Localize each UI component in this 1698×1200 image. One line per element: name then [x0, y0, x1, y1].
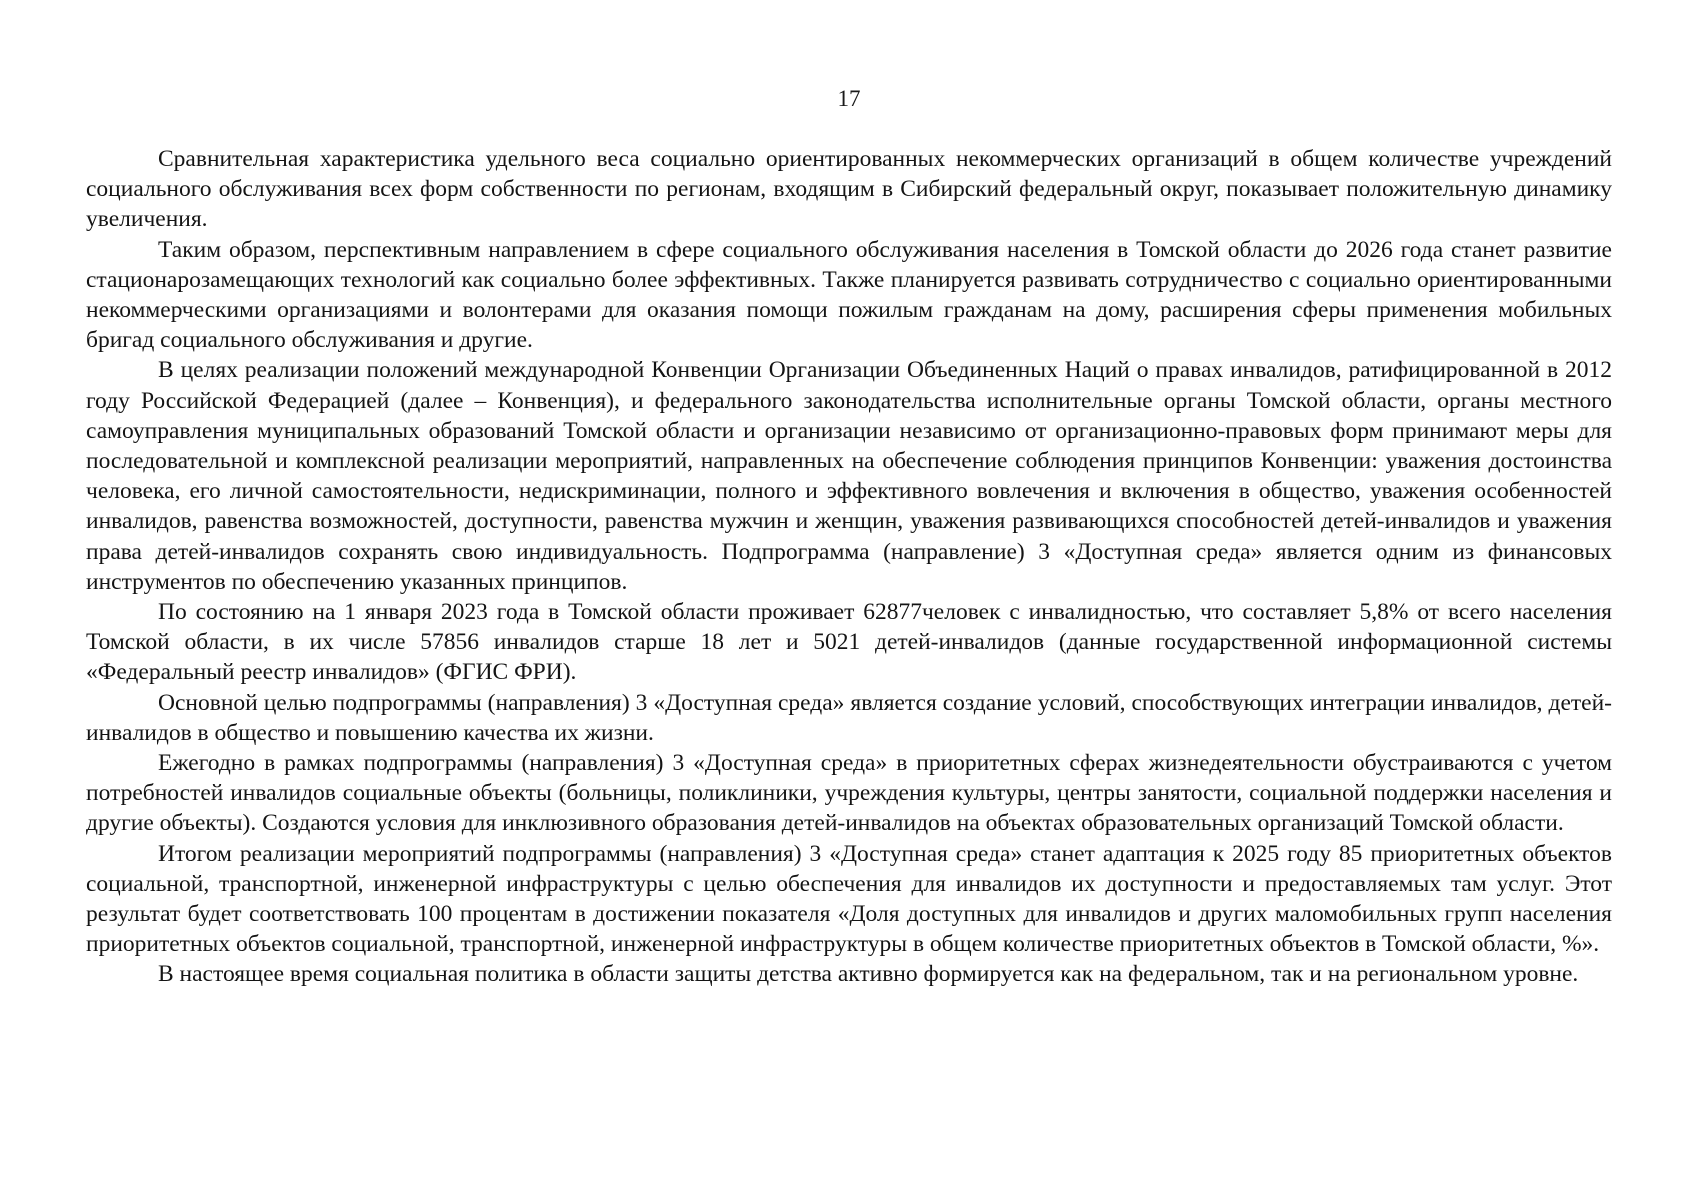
paragraph-subprogram-goal: Основной целью подпрограммы (направления) 3 «Доступная среда» является создание условий, способствующих интеграции инвалидов, детей-инвалидов в общество и повышению качества их жизни.: [86, 689, 1612, 746]
page-number: 17: [837, 86, 861, 111]
paragraph-sonko-comparison: Сравнительная характеристика удельного веса социально ориентированных некоммерческих организаций в общем количестве учреждений социального обслуживания всех форм собственности по регионам, входящим в Сибирский федеральный округ, показывает положительную динамику увеличения.: [86, 146, 1612, 233]
paragraph-expected-results: Итогом реализации мероприятий подпрограммы (направления) 3 «Доступная среда» станет адаптация к 2025 году 85 приоритетных объектов социальной, транспортной, инженерной инфраструктуры с целью обеспечения для инвалидов их доступности и предоставляемых там услуг. Этот результат будет соответствовать 100 процентам в достижении показателя «Доля доступных для инвалидов и других маломобильных групп населения приоритетных объектов социальной, транспортной, инженерной инфраструктуры в общем количестве приоритетных объектов в Томской области, %».: [86, 840, 1612, 958]
document-body: [86, 144, 1612, 990]
paragraph-child-protection-policy: В настоящее время социальная политика в области защиты детства активно формируется как на федеральном, так и на региональном уровне.: [158, 961, 1579, 988]
paragraph-un-convention: В целях реализации положений международной Конвенции Организации Объединенных Наций о правах инвалидов, ратифицированной в 2012 году Российской Федерацией (далее – Конвенция), и федерального законодательства исполнительные органы Томской области, органы местного самоуправления муниципальных образований Томской области и организации независимо от организационно-правовых форм принимают меры для последовательной и комплексной реализации мероприятий, направленных на обеспечение соблюдения принципов Конвенции: уважения достоинства человека, его личной самостоятельности, недискриминации, полного и эффективного вовлечения и включения в общество, уважения особенностей инвалидов, равенства возможностей, доступности, равенства мужчин и женщин, уважения развивающихся способностей детей-инвалидов и уважения права детей-инвалидов сохранять свою индивидуальность. Подпрограмма (направление) 3 «Доступная среда» является одним из финансовых инструментов по обеспечению указанных принципов.: [86, 357, 1612, 595]
paragraph-perspective-directions: Таким образом, перспективным направлением в сфере социального обслуживания населения в Томской области до 2026 года станет развитие стационарозамещающих технологий как социально более эффективных. Также планируется развивать сотрудничество с социально ориентированными некоммерческими организациями и волонтерами для оказания помощи пожилым гражданам на дому, расширения сферы применения мобильных бригад социального обслуживания и другие.: [86, 236, 1612, 354]
paragraph-disability-statistics: По состоянию на 1 января 2023 года в Томской области проживает 62877человек с инвалидностью, что составляет 5,8% от всего населения Томской области, в их числе 57856 инвалидов старше 18 лет и 5021 детей-инвалидов (данные государственной информационной системы «Федеральный реестр инвалидов» (ФГИС ФРИ).: [86, 599, 1612, 686]
paragraph-annual-measures: Ежегодно в рамках подпрограммы (направления) 3 «Доступная среда» в приоритетных сферах жизнедеятельности обустраиваются с учетом потребностей инвалидов социальные объекты (больницы, поликлиники, учреждения культуры, центры занятости, социальной поддержки населения и другие объекты). Создаются условия для инклюзивного образования детей-инвалидов на объектах образовательных организаций Томской области.: [86, 750, 1612, 837]
